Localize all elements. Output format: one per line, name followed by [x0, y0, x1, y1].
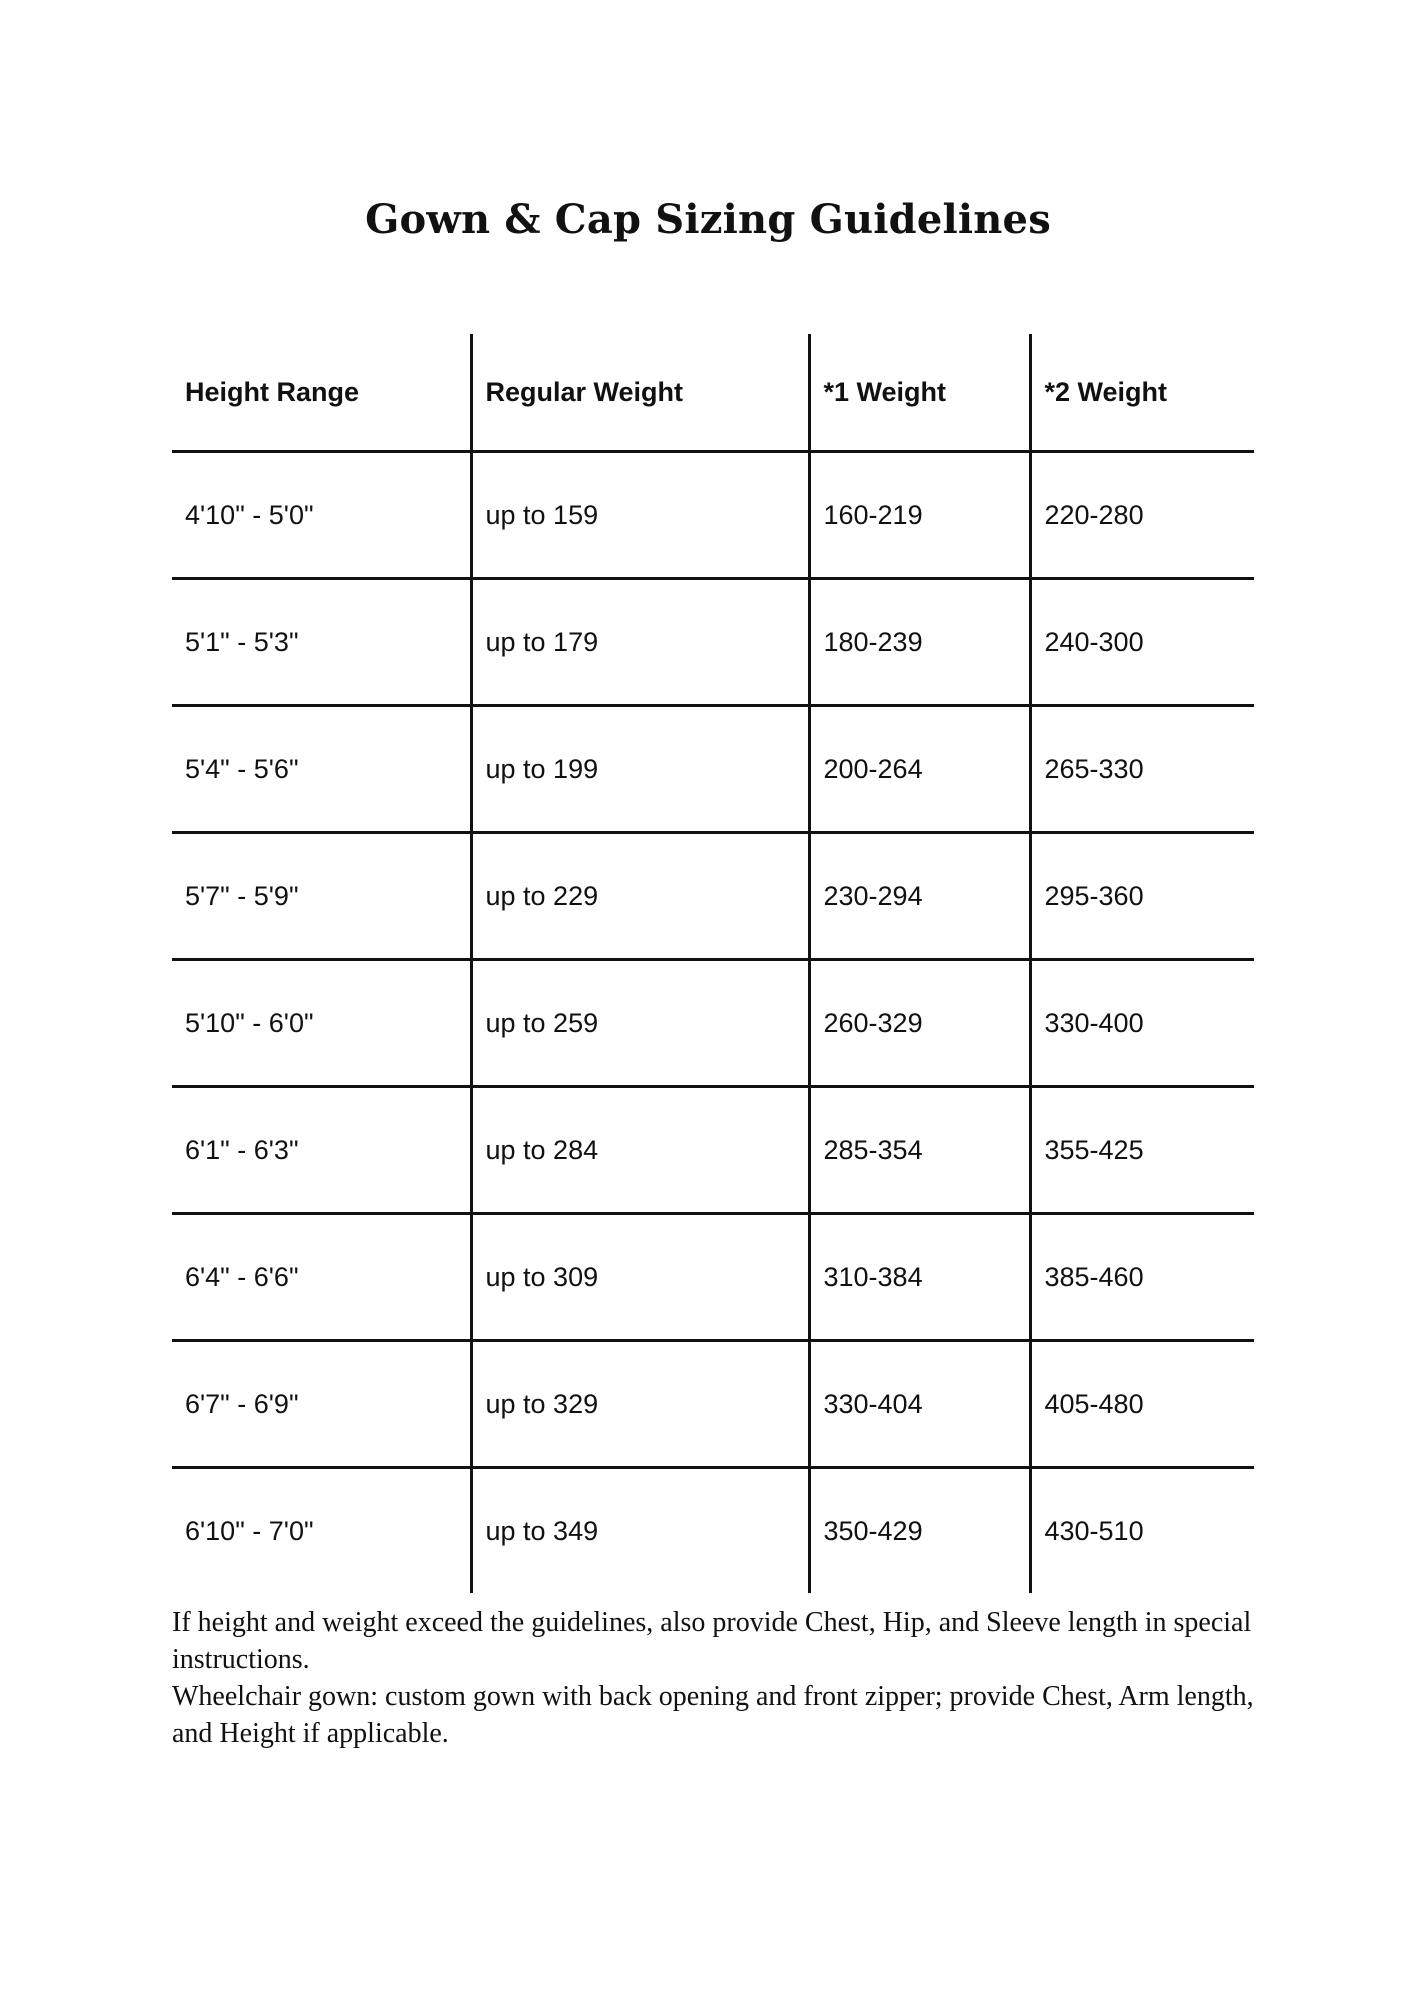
weight-2-cell: 385-460: [1030, 1214, 1254, 1341]
weight-2-cell: 240-300: [1030, 579, 1254, 706]
weight-1-cell: 260-329: [809, 960, 1030, 1087]
weight-2-cell: 355-425: [1030, 1087, 1254, 1214]
table-row: [172, 579, 1254, 706]
table-row: [172, 706, 1254, 833]
weight-1-cell: 230-294: [809, 833, 1030, 960]
weight-2-cell: 220-280: [1030, 452, 1254, 579]
regular-weight-cell: up to 284: [471, 1087, 809, 1214]
column-header-regular-weight: Regular Weight: [471, 334, 809, 452]
table-row: [172, 1341, 1254, 1468]
height-range-cell: 6'7" - 6'9": [172, 1341, 471, 1468]
weight-1-cell: 350-429: [809, 1468, 1030, 1594]
weight-2-cell: 295-360: [1030, 833, 1254, 960]
weight-1-cell: 310-384: [809, 1214, 1030, 1341]
table-row: [172, 960, 1254, 1087]
column-header-weight-2: *2 Weight: [1030, 334, 1254, 452]
weight-2-cell: 330-400: [1030, 960, 1254, 1087]
regular-weight-cell: up to 259: [471, 960, 809, 1087]
height-range-cell: 5'10" - 6'0": [172, 960, 471, 1087]
height-range-cell: 6'10" - 7'0": [172, 1468, 471, 1594]
regular-weight-cell: up to 309: [471, 1214, 809, 1341]
table-row: [172, 452, 1254, 579]
table-header-row: [172, 334, 1254, 452]
weight-1-cell: 200-264: [809, 706, 1030, 833]
table-row: [172, 1087, 1254, 1214]
height-range-cell: 6'1" - 6'3": [172, 1087, 471, 1214]
weight-2-cell: 430-510: [1030, 1468, 1254, 1594]
sizing-notes: [172, 1604, 1292, 1752]
regular-weight-cell: up to 179: [471, 579, 809, 706]
column-header-height-range: Height Range: [185, 376, 360, 407]
height-range-cell: 5'7" - 5'9": [172, 833, 471, 960]
regular-weight-cell: up to 349: [471, 1468, 809, 1594]
regular-weight-cell: up to 199: [471, 706, 809, 833]
height-range-cell: 5'1" - 5'3": [172, 579, 471, 706]
wheelchair-note: Wheelchair gown: custom gown with back opening and front zipper; provide Chest, Arm length, and Height if applicable.: [172, 1681, 1254, 1749]
table-row: [172, 833, 1254, 960]
height-range-cell: 6'4" - 6'6": [172, 1214, 471, 1341]
regular-weight-cell: up to 329: [471, 1341, 809, 1468]
weight-1-cell: 330-404: [809, 1341, 1030, 1468]
height-range-cell: 5'4" - 5'6": [172, 706, 471, 833]
page-title: Gown & Cap Sizing Guidelines: [365, 196, 1051, 243]
table-row: [172, 1468, 1254, 1594]
height-range-cell: 4'10" - 5'0": [172, 452, 471, 579]
weight-1-cell: 180-239: [809, 579, 1030, 706]
regular-weight-cell: up to 229: [471, 833, 809, 960]
weight-2-cell: 265-330: [1030, 706, 1254, 833]
table-row: [172, 1214, 1254, 1341]
weight-1-cell: 285-354: [809, 1087, 1030, 1214]
column-header-weight-1: *1 Weight: [809, 334, 1030, 452]
sizing-table: [172, 334, 1254, 1593]
weight-2-cell: 405-480: [1030, 1341, 1254, 1468]
weight-1-cell: 160-219: [809, 452, 1030, 579]
oversize-note: If height and weight exceed the guidelines, also provide Chest, Hip, and Sleeve length in special instructions.: [172, 1607, 1252, 1675]
regular-weight-cell: up to 159: [471, 452, 809, 579]
